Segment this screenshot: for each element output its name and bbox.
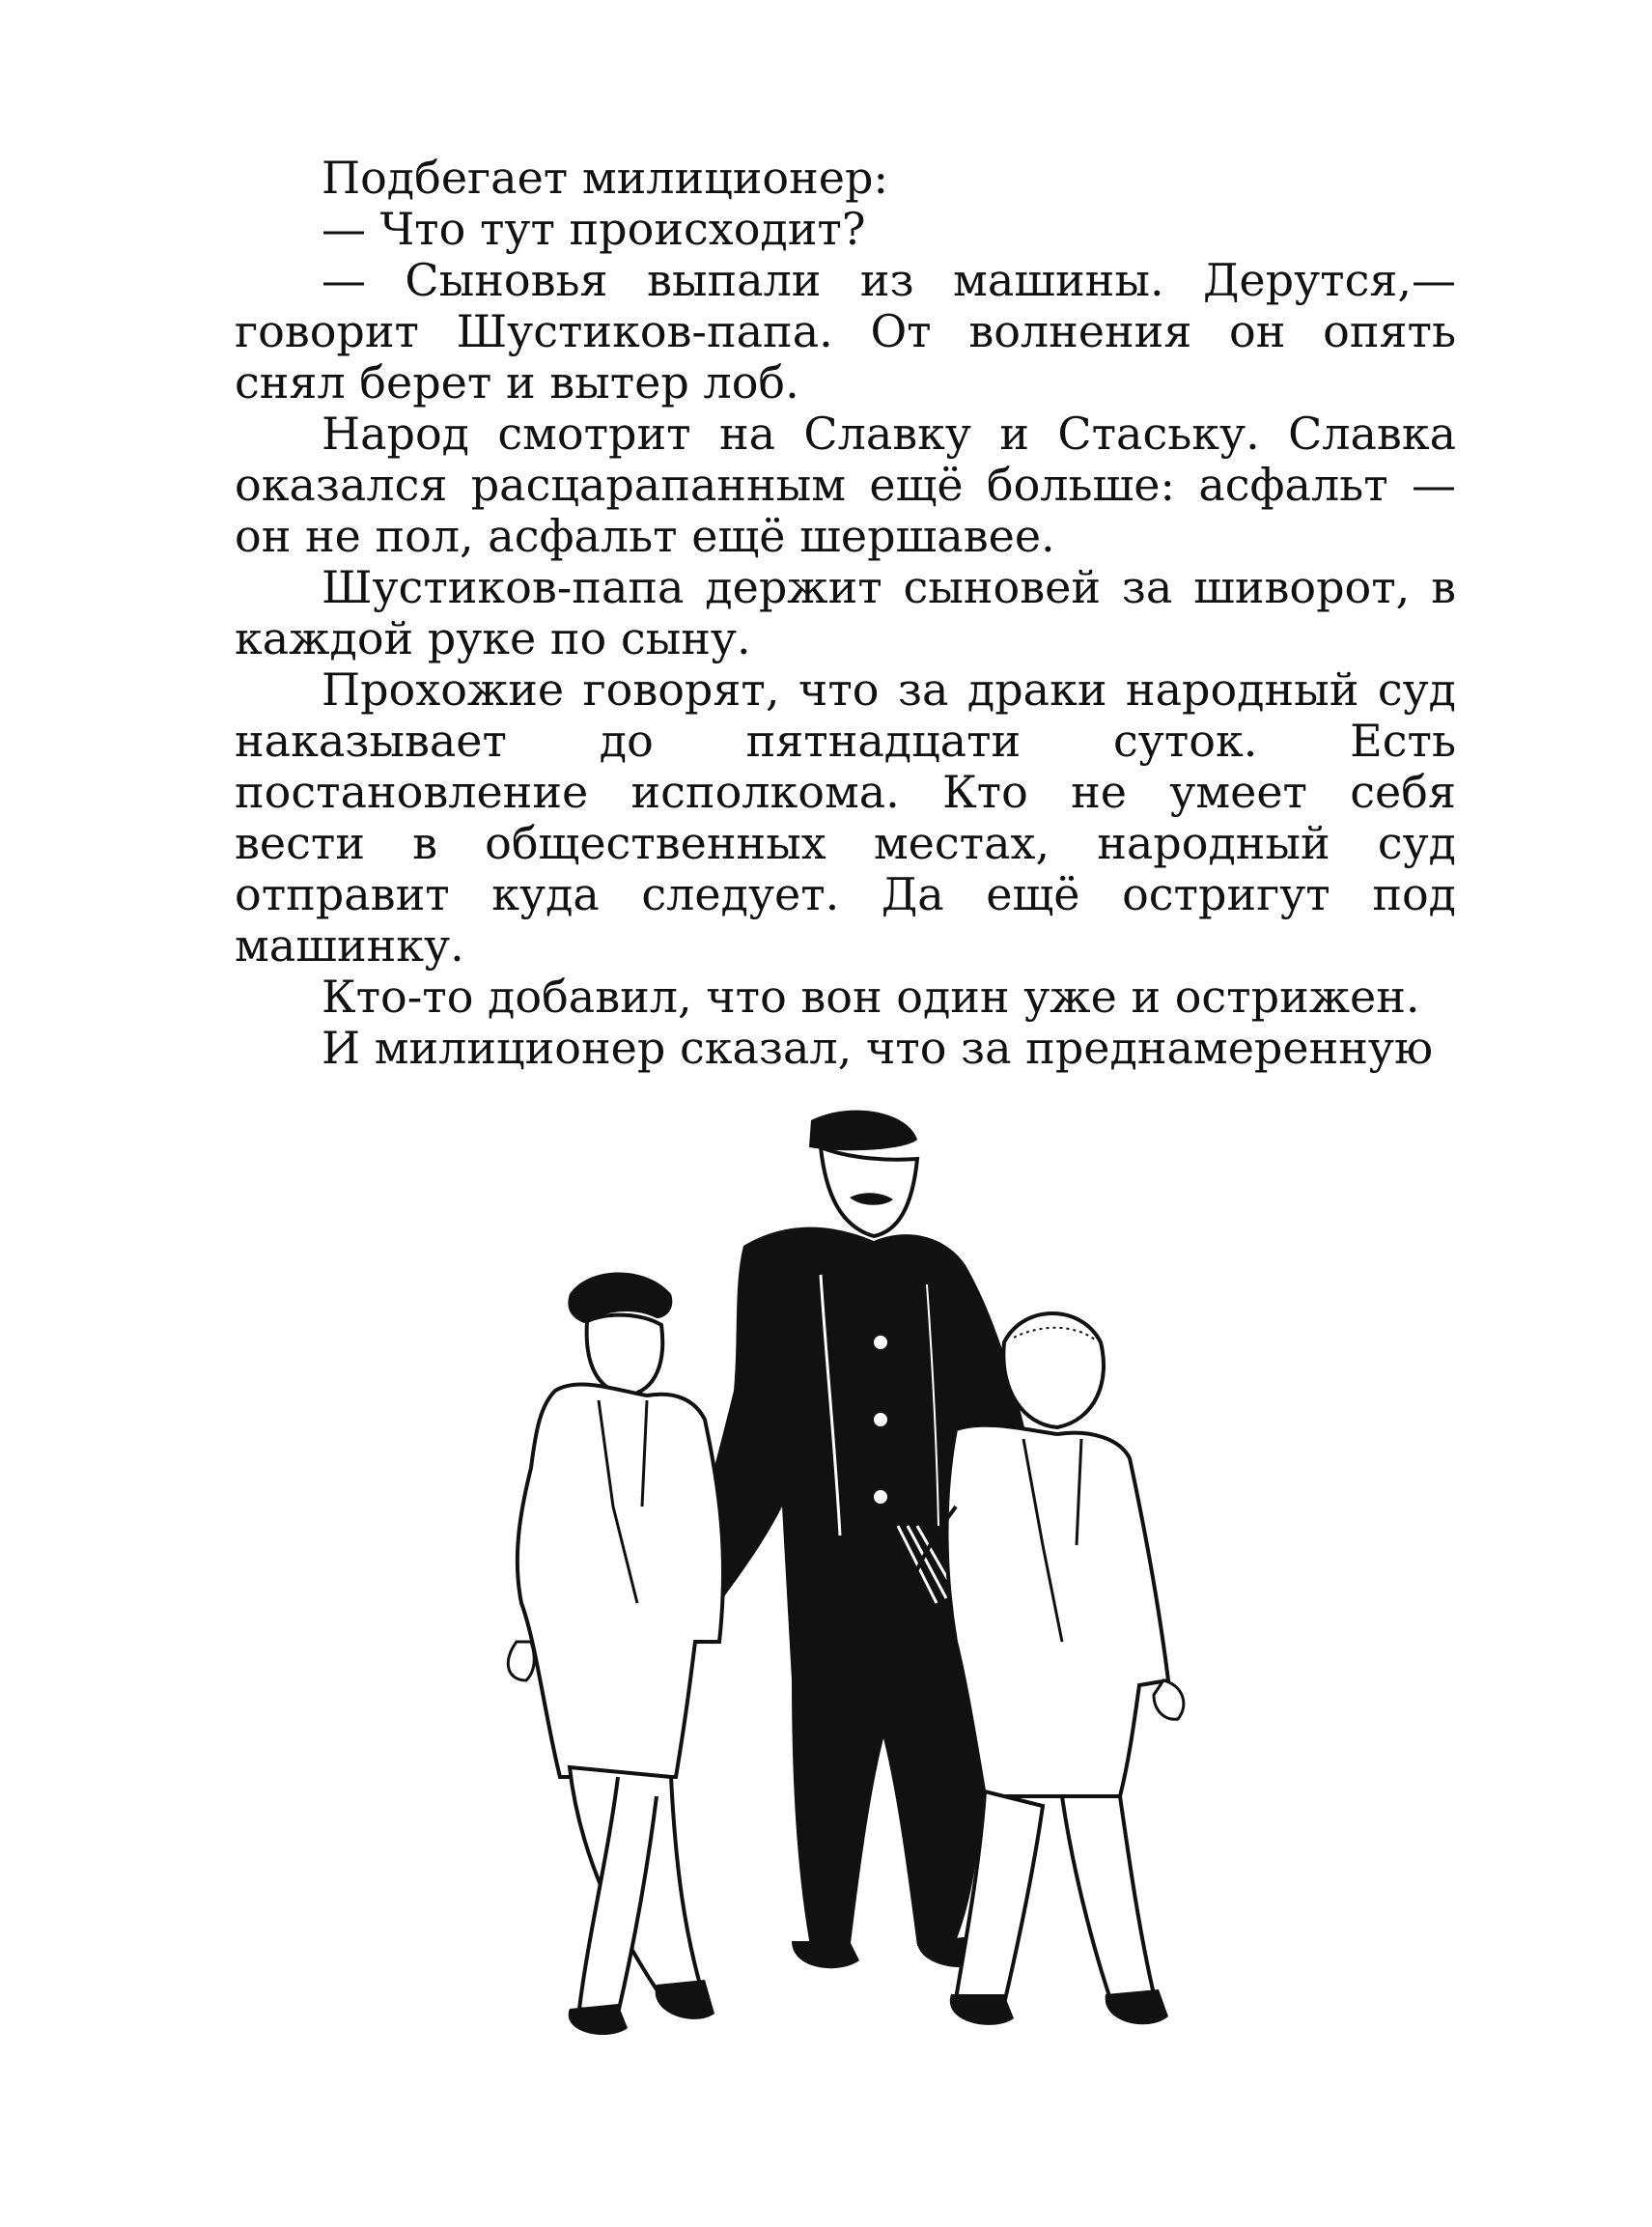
paragraph-5: Шустиков-папа держит сыновей за шиворот, в каждой руке по сыну. — [235, 561, 1456, 664]
illustration-svg — [502, 1101, 1197, 2076]
ink-drawing-man-with-two-boys-icon — [502, 1101, 1197, 2076]
left-boy-figure — [508, 1273, 723, 2036]
body-text — [235, 153, 1456, 1074]
paragraph-7: Кто-то добавил, что вон один уже и острижен. — [322, 971, 1420, 1023]
paragraph-1: Подбегает милиционер: — [322, 152, 888, 204]
paragraph-3: — Сыновья выпали из машины. Дерутся,— говорит Шустиков-папа. От волнения он опять снял берет и вытер лоб. — [235, 254, 1456, 409]
paragraph-4: Народ смотрит на Славку и Стаську. Славка оказался расцарапанным ещё больше: асфальт — он не пол, асфальт ещё шершавее. — [235, 408, 1456, 562]
paragraph-2: — Что тут происходит? — [322, 203, 866, 255]
paragraph-8: И милиционер сказал, что за преднамеренную — [322, 1022, 1434, 1074]
paragraph-6: Прохожие говорят, что за драки народный суд наказывает до пятнадцати суток. Есть постановление исполкома. Кто не умеет себя вести в общественных местах, народный суд отправит куда следует. Да ещё остригут под машинку. — [235, 663, 1456, 972]
